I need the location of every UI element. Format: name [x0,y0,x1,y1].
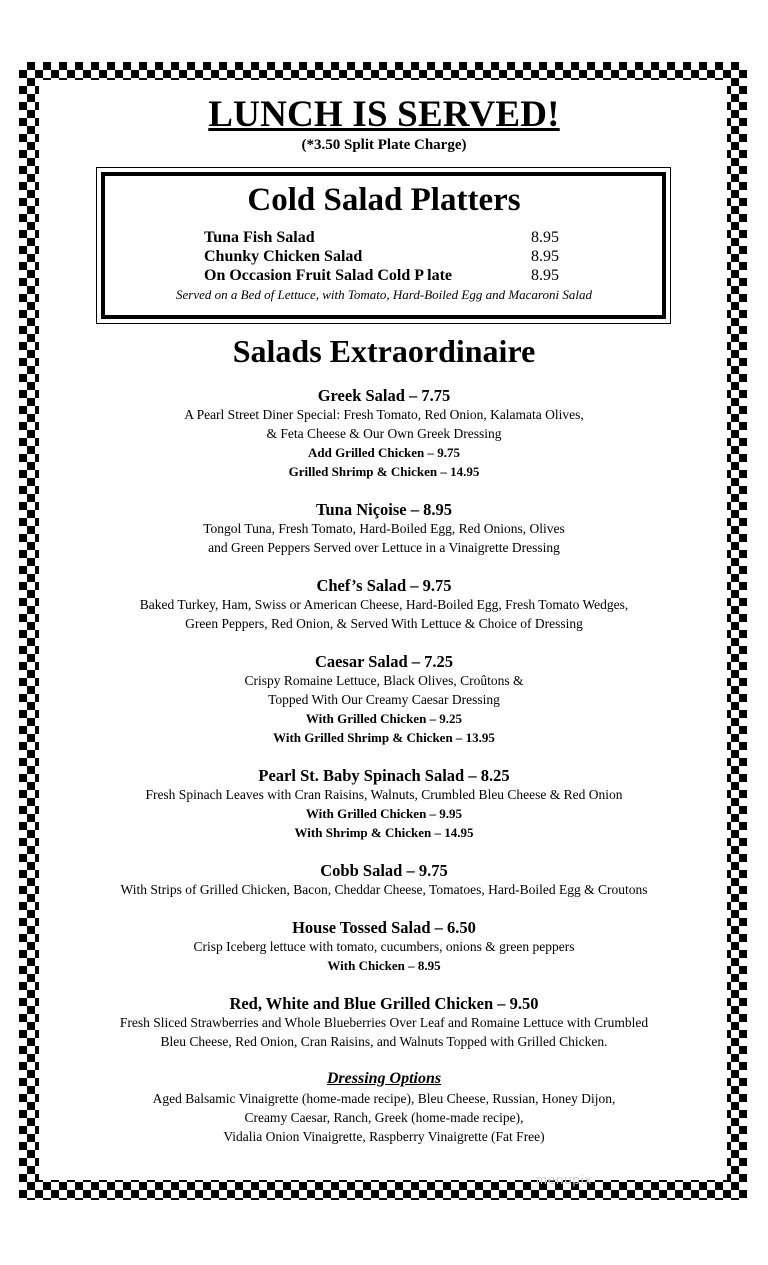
platter-item-name: Tuna Fish Salad [204,229,315,246]
cold-platters-title: Cold Salad Platters [247,182,521,218]
menu-item-name: Red, White and Blue Grilled Chicken – 9.50 [229,994,539,1013]
dressing-line: Aged Balsamic Vinaigrette (home-made recipe), Bleu Cheese, Russian, Honey Dijon, [152,1091,616,1106]
menu-item-desc: Baked Turkey, Ham, Swiss or American Cheese, Hard-Boiled Egg, Fresh Tomato Wedges, [139,597,629,612]
menu-item-desc: Topped With Our Creamy Caesar Dressing [268,692,500,707]
menu-item-name: Caesar Salad – 7.25 [314,652,454,671]
platter-item-price: 8.95 [531,248,559,265]
menu-item-addon: With Grilled Shrimp & Chicken – 13.95 [273,730,495,745]
menu-item-name: Cobb Salad – 9.75 [320,861,448,880]
menu-item-desc: and Green Peppers Served over Lettuce in a Vinaigrette Dressing [208,540,560,555]
salads-title: Salads Extraordinaire [232,333,536,369]
dressing-line: Creamy Caesar, Ranch, Greek (home-made recipe), [244,1110,524,1125]
platter-item-price: 8.95 [531,229,559,246]
platter-item-name: On Occasion Fruit Salad Cold P late [204,267,453,284]
dressing-line: Vidalia Onion Vinaigrette, Raspberry Vinaigrette (Fat Free) [223,1129,545,1144]
menu-item-desc: Crisp Iceberg lettuce with tomato, cucumbers, onions & green peppers [193,939,575,954]
menu-item-desc: Crispy Romaine Lettuce, Black Olives, Croûtons & [244,673,524,688]
menu-item-addon: With Chicken – 8.95 [327,958,441,973]
menu-item-desc: A Pearl Street Diner Special: Fresh Tomato, Red Onion, Kalamata Olives, [184,407,584,422]
menu-item-name: Tuna Niçoise – 8.95 [316,500,452,519]
platter-item-price: 8.95 [531,267,559,284]
menu-item-desc: Bleu Cheese, Red Onion, Cran Raisins, and Walnuts Topped with Grilled Chicken. [160,1034,608,1049]
menu-item-desc: Fresh Spinach Leaves with Cran Raisins, Walnuts, Crumbled Bleu Cheese & Red Onion [145,787,623,802]
menu-item-name: Pearl St. Baby Spinach Salad – 8.25 [258,766,510,785]
menu-item-desc: Tongol Tuna, Fresh Tomato, Hard-Boiled Egg, Red Onions, Olives [203,521,565,536]
split-plate-charge: (*3.50 Split Plate Charge) [301,137,467,153]
menu-item-addon: Grilled Shrimp & Chicken – 14.95 [288,464,480,479]
platter-item [204,248,584,268]
menu-item-desc: & Feta Cheese & Our Own Greek Dressing [266,426,502,441]
dressing-title: Dressing Options [326,1070,442,1087]
menu-item-name: House Tossed Salad – 6.50 [292,918,476,937]
watermark: menupix [536,1172,593,1187]
platter-item [204,267,584,287]
platter-item-name: Chunky Chicken Salad [204,248,363,265]
menu-item-name: Greek Salad – 7.75 [317,386,451,405]
menu-item-addon: With Shrimp & Chicken – 14.95 [294,825,474,840]
platter-note: Served on a Bed of Lettuce, with Tomato, Hard-Boiled Egg and Macaroni Salad [176,287,592,302]
platter-item [204,229,584,249]
page-title: LUNCH IS SERVED! [208,94,560,135]
menu-item-name: Chef’s Salad – 9.75 [316,576,452,595]
menu-item-addon: Add Grilled Chicken – 9.75 [307,445,461,460]
menu-item-desc: Fresh Sliced Strawberries and Whole Blueberries Over Leaf and Romaine Lettuce with Crumbled [119,1015,649,1030]
menu-item-addon: With Grilled Chicken – 9.25 [305,711,463,726]
menu-item-addon: With Grilled Chicken – 9.95 [305,806,463,821]
menu-item-desc: Green Peppers, Red Onion, & Served With Lettuce & Choice of Dressing [185,616,583,631]
menu-item-desc: With Strips of Grilled Chicken, Bacon, Cheddar Cheese, Tomatoes, Hard-Boiled Egg & Croutons [120,882,648,897]
